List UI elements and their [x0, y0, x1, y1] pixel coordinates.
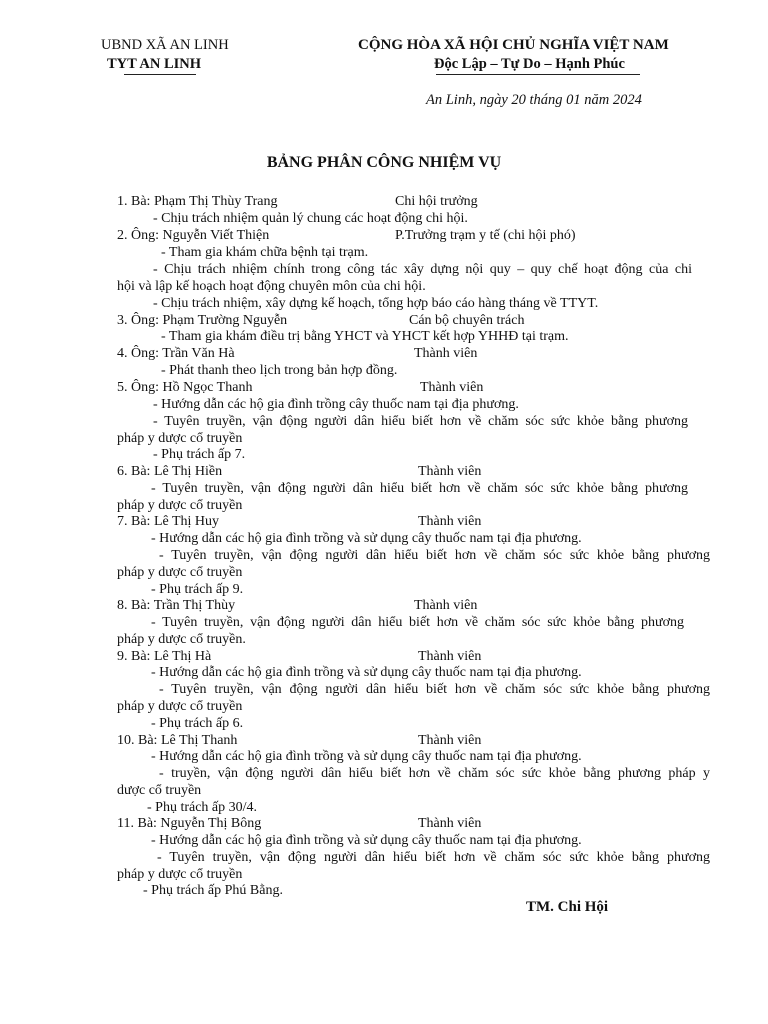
- duty-line: - Tuyên truyền, vận động người dân hiểu biết hơn về chăm sóc sức khỏe bằng phương: [151, 615, 684, 630]
- org-name: UBND XÃ AN LINH: [101, 37, 229, 53]
- member-role: Thành viên: [418, 514, 482, 529]
- member-name: 1. Bà: Phạm Thị Thùy Trang: [117, 194, 278, 209]
- member-role: Cán bộ chuyên trách: [409, 313, 525, 328]
- member-role: Thành viên: [414, 346, 478, 361]
- duty-line: - Tuyên truyền, vận động người dân hiểu biết hơn về chăm sóc sức khỏe bằng phương: [151, 481, 688, 496]
- member-name: 8. Bà: Trần Thị Thùy: [117, 598, 236, 613]
- duty-line: - Hướng dẫn các hộ gia đình trồng cây thuốc nam tại địa phương.: [153, 397, 519, 412]
- unit-underline: [124, 74, 196, 75]
- place-date: An Linh, ngày 20 tháng 01 năm 2024: [426, 92, 642, 108]
- duty-line: - Chịu trách nhiệm quản lý chung các hoạt động chi hội.: [153, 211, 468, 226]
- duty-line: - Tuyên truyền, vận động người dân hiểu biết hơn về chăm sóc sức khỏe bằng phương: [159, 682, 710, 697]
- signature-label: TM. Chi Hội: [526, 899, 609, 915]
- member-name: 7. Bà: Lê Thị Huy: [117, 514, 220, 529]
- member-role: Thành viên: [418, 649, 482, 664]
- member-name: 5. Ông: Hồ Ngọc Thanh: [117, 380, 253, 395]
- nation-title: CỘNG HÒA XÃ HỘI CHỦ NGHĨA VIỆT NAM: [358, 37, 669, 53]
- duty-line: - Chịu trách nhiệm, xây dựng kế hoạch, tổng hợp báo cáo hàng tháng về TTYT.: [153, 296, 599, 311]
- duty-line: - Phụ trách ấp 30/4.: [147, 800, 258, 815]
- duty-line: - Chịu trách nhiệm chính trong công tác xây dựng nội quy – quy chế hoạt động của chi: [153, 262, 692, 277]
- duty-line: pháp y dược cổ truyền: [117, 565, 243, 580]
- duty-line: - Phát thanh theo lịch trong bản hợp đồng.: [161, 363, 398, 378]
- document-title: BẢNG PHÂN CÔNG NHIỆM VỤ: [266, 154, 502, 171]
- member-name: 2. Ông: Nguyễn Viết Thiện: [117, 228, 270, 243]
- duty-line: pháp y dược cổ truyền: [117, 498, 243, 513]
- duty-line: - Phụ trách ấp 6.: [151, 716, 244, 731]
- member-role: Chi hội trưởng: [395, 194, 478, 209]
- duty-line: - Tuyên truyền, vận động người dân hiểu biết hơn về chăm sóc sức khỏe bằng phương: [159, 548, 710, 563]
- duty-line: - Tham gia khám điều trị bằng YHCT và YHCT kết hợp YHHĐ tại trạm.: [161, 329, 569, 344]
- duty-line: hội và lập kế hoạch hoạt động chuyên môn của chi hội.: [117, 279, 426, 294]
- duty-line: - Hướng dẫn các hộ gia đình trồng và sử dụng cây thuốc nam tại địa phương.: [151, 833, 582, 848]
- member-role: Thành viên: [414, 598, 478, 613]
- duty-line: - Phụ trách ấp 9.: [151, 582, 244, 597]
- motto: Độc Lập – Tự Do – Hạnh Phúc: [434, 56, 625, 72]
- member-name: 3. Ông: Phạm Trường Nguyễn: [117, 313, 288, 328]
- duty-line: - truyền, vận động người dân hiểu biết hơn về chăm sóc sức khỏe bằng phương pháp y: [159, 766, 710, 781]
- member-role: Thành viên: [418, 733, 482, 748]
- duty-line: - Hướng dẫn các hộ gia đình trồng và sử dụng cây thuốc nam tại địa phương.: [151, 531, 582, 546]
- duty-line: - Tham gia khám chữa bệnh tại trạm.: [161, 245, 369, 260]
- duty-line: - Hướng dẫn các hộ gia đình trồng và sử dụng cây thuốc nam tại địa phương.: [151, 749, 582, 764]
- member-role: P.Trưởng trạm y tế (chi hội phó): [395, 228, 576, 243]
- duty-line: - Tuyên truyền, vận động người dân hiểu biết hơn về chăm sóc sức khỏe bằng phương: [157, 850, 710, 865]
- duty-line: dược cổ truyền: [117, 783, 202, 798]
- member-name: 6. Bà: Lê Thị Hiền: [117, 464, 223, 479]
- duty-line: - Phụ trách ấp Phú Bằng.: [143, 883, 283, 898]
- member-role: Thành viên: [420, 380, 484, 395]
- duty-line: pháp y dược cổ truyền: [117, 699, 243, 714]
- motto-underline: [436, 74, 640, 75]
- member-role: Thành viên: [418, 464, 482, 479]
- member-role: Thành viên: [418, 816, 482, 831]
- duty-line: - Hướng dẫn các hộ gia đình trồng và sử dụng cây thuốc nam tại địa phương.: [151, 665, 582, 680]
- member-name: 4. Ông: Trần Văn Hà: [117, 346, 235, 361]
- duty-line: pháp y dược cổ truyền.: [117, 632, 246, 647]
- duty-line: - Tuyên truyền, vận động người dân hiểu biết hơn về chăm sóc sức khỏe bằng phương: [153, 414, 688, 429]
- duty-line: - Phụ trách ấp 7.: [153, 447, 246, 462]
- duty-line: pháp y dược cổ truyền: [117, 867, 243, 882]
- unit-name: TYT AN LINH: [107, 56, 202, 72]
- duty-line: pháp y dược cổ truyền: [117, 431, 243, 446]
- member-name: 10. Bà: Lê Thị Thanh: [117, 733, 238, 748]
- member-name: 11. Bà: Nguyễn Thị Bông: [117, 816, 262, 831]
- member-name: 9. Bà: Lê Thị Hà: [117, 649, 212, 664]
